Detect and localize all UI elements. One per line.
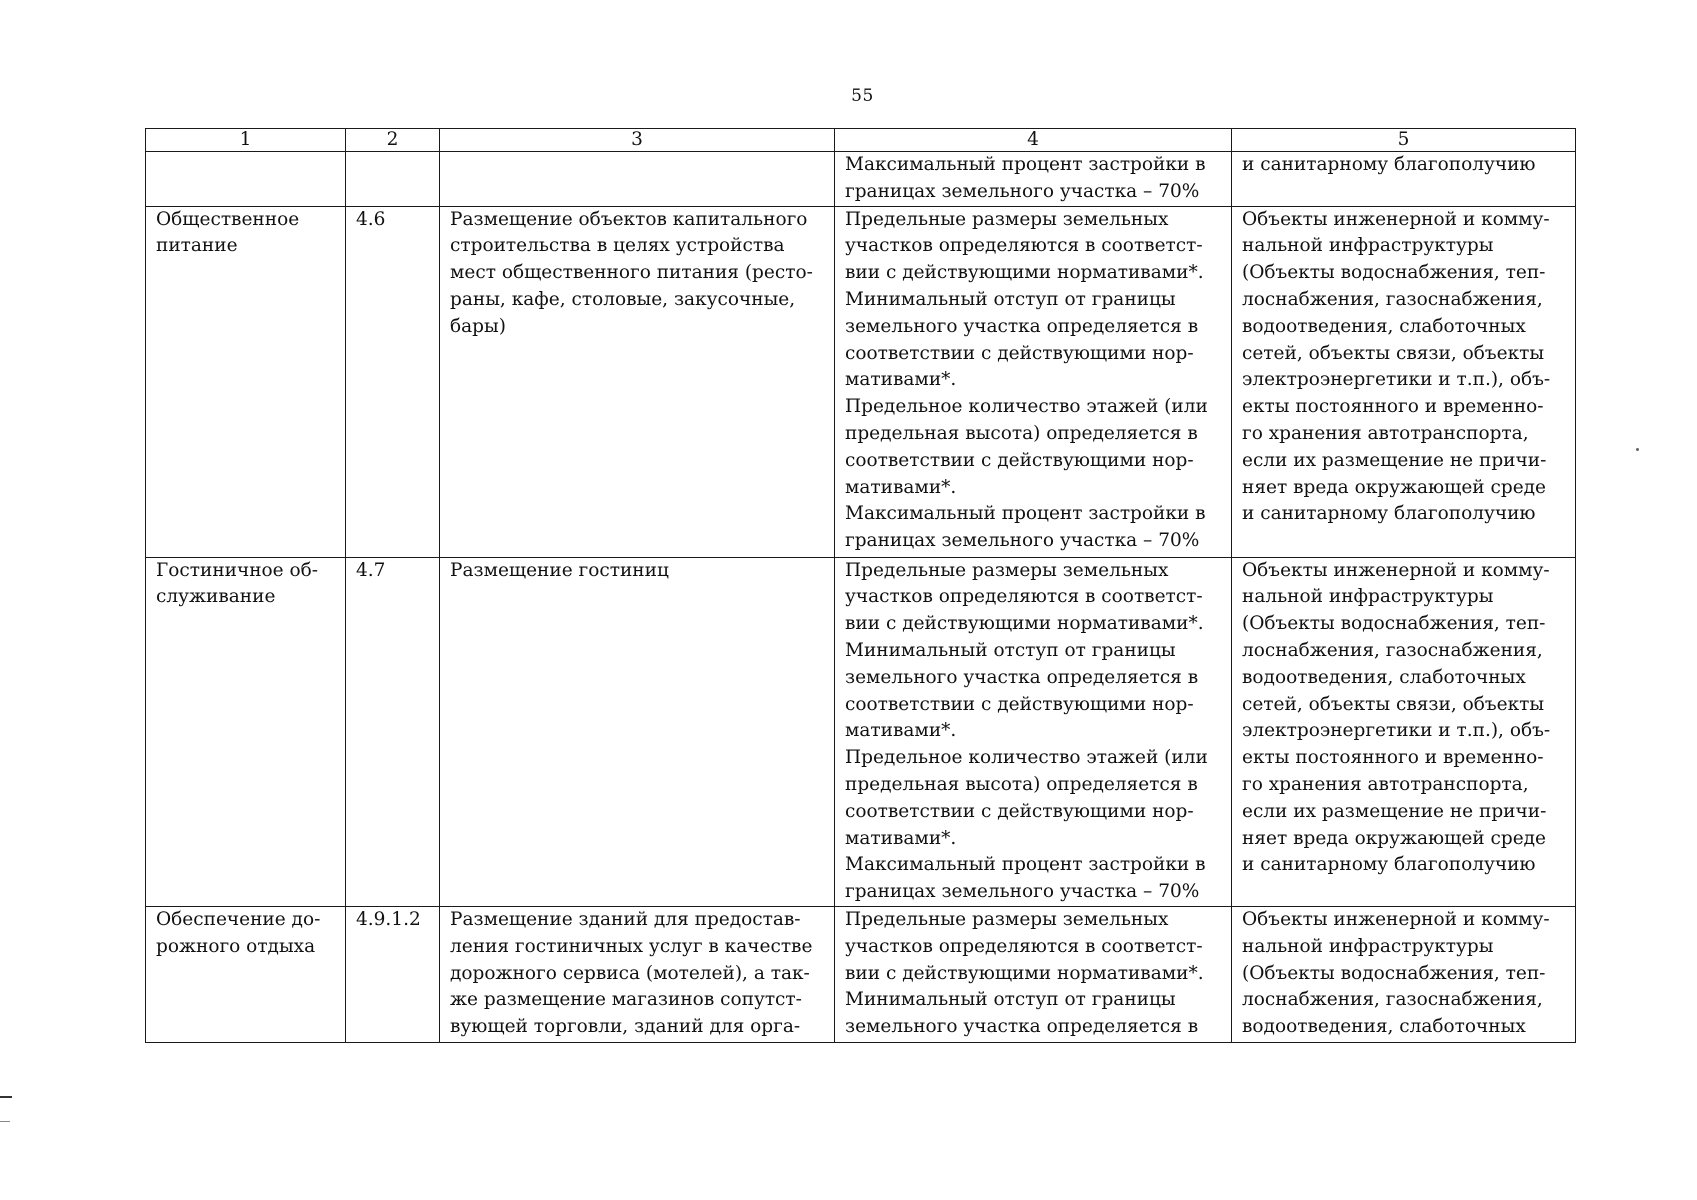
text-line: Гостиничное об- xyxy=(156,559,319,581)
header-col-4: 4 xyxy=(835,129,1232,152)
text-line: нальной инфраструктуры xyxy=(1242,935,1494,957)
text-line: лоснабжения, газоснабжения, xyxy=(1242,639,1543,661)
text-line: Предельные размеры земельных xyxy=(845,559,1169,581)
text-line: няет вреда окружающей среде xyxy=(1242,827,1547,849)
text-line: вии с действующими нормативами*. xyxy=(845,962,1204,984)
text-line: Размещение зданий для предостав- xyxy=(450,908,801,930)
text-line: предельная высота) определяется в xyxy=(845,422,1198,444)
land-use-table xyxy=(145,128,1576,1043)
cell-description xyxy=(440,557,835,906)
cell-auxiliary-uses xyxy=(1232,152,1576,207)
text-line: мативами*. xyxy=(845,369,957,391)
header-col-2: 2 xyxy=(346,129,440,152)
cell-code xyxy=(346,906,440,1042)
text-line: водоотведения, слаботочных xyxy=(1242,315,1526,337)
text-line: екты постоянного и временно- xyxy=(1242,747,1544,769)
text-line: Максимальный процент застройки в xyxy=(845,503,1206,525)
text-line: границах земельного участка – 70% xyxy=(845,530,1200,552)
cell-parameters xyxy=(835,906,1232,1042)
text-line: Минимальный отступ от границы xyxy=(845,288,1176,310)
text-line: земельного участка определяется в xyxy=(845,1016,1199,1038)
header-row xyxy=(146,129,1576,152)
text-line: Общественное xyxy=(156,208,300,230)
text-line: строительства в целях устройства xyxy=(450,235,785,257)
text-line: водоотведения, слаботочных xyxy=(1242,1016,1526,1038)
text-line: же размещение магазинов сопутст- xyxy=(450,989,802,1011)
text-line: участков определяются в соответст- xyxy=(845,935,1203,957)
text-line: предельная высота) определяется в xyxy=(845,773,1198,795)
text-line: соответствии с действующими нор- xyxy=(845,342,1194,364)
table-row-public-catering xyxy=(146,206,1576,557)
text-line: Минимальный отступ от границы xyxy=(845,639,1176,661)
text-line: вующей торговли, зданий для орга- xyxy=(450,1016,801,1038)
land-use-table-container xyxy=(145,128,1575,1043)
cell-code xyxy=(346,152,440,207)
text-line: (Объекты водоснабжения, теп- xyxy=(1242,613,1546,635)
text-line: и санитарному благополучию xyxy=(1242,503,1536,525)
text-line: электроэнергетики и т.п.), объ- xyxy=(1242,369,1551,391)
text-line: Объекты инженерной и комму- xyxy=(1242,559,1550,581)
text-line: лоснабжения, газоснабжения, xyxy=(1242,989,1543,1011)
text-line: раны, кафе, столовые, закусочные, xyxy=(450,288,796,310)
table-row-road-rest xyxy=(146,906,1576,1042)
text-line: соответствии с действующими нор- xyxy=(845,800,1194,822)
cell-code xyxy=(346,557,440,906)
text-line: участков определяются в соответст- xyxy=(845,235,1203,257)
text-line: мест общественного питания (ресто- xyxy=(450,262,813,284)
scan-edge-mark xyxy=(0,1121,10,1122)
table-row-hotel-services xyxy=(146,557,1576,906)
cell-auxiliary-uses xyxy=(1232,557,1576,906)
text-line: го хранения автотранспорта, xyxy=(1242,422,1529,444)
text-line: 4.7 xyxy=(356,559,386,581)
text-line: соответствии с действующими нор- xyxy=(845,693,1194,715)
text-line: (Объекты водоснабжения, теп- xyxy=(1242,262,1546,284)
cell-parameters xyxy=(835,152,1232,207)
cell-use-type xyxy=(146,557,346,906)
text-line: участков определяются в соответст- xyxy=(845,586,1203,608)
text-line: электроэнергетики и т.п.), объ- xyxy=(1242,720,1551,742)
header-col-1: 1 xyxy=(146,129,346,152)
text-line: сетей, объекты связи, объекты xyxy=(1242,342,1545,364)
text-line: если их размещение не причи- xyxy=(1242,800,1547,822)
text-line: земельного участка определяется в xyxy=(845,315,1199,337)
text-line: водоотведения, слаботочных xyxy=(1242,666,1526,688)
text-line: Предельные размеры земельных xyxy=(845,908,1169,930)
text-line: нальной инфраструктуры xyxy=(1242,235,1494,257)
text-line: бары) xyxy=(450,315,506,337)
text-line: если их размещение не причи- xyxy=(1242,449,1547,471)
text-line: Максимальный процент застройки в xyxy=(845,154,1206,175)
text-line: дорожного сервиса (мотелей), а так- xyxy=(450,962,810,984)
cell-description xyxy=(440,206,835,557)
scan-edge-mark xyxy=(0,1096,12,1098)
cell-code xyxy=(346,206,440,557)
text-line: го хранения автотранспорта, xyxy=(1242,773,1529,795)
text-line: питание xyxy=(156,235,238,257)
text-line: вии с действующими нормативами*. xyxy=(845,613,1204,635)
cell-parameters xyxy=(835,206,1232,557)
text-line: вии с действующими нормативами*. xyxy=(845,262,1204,284)
text-line: сетей, объекты связи, объекты xyxy=(1242,693,1545,715)
text-line: мативами*. xyxy=(845,720,957,742)
text-line: Размещение гостиниц xyxy=(450,559,669,581)
cell-parameters xyxy=(835,557,1232,906)
cell-description xyxy=(440,906,835,1042)
text-line: мативами*. xyxy=(845,476,957,498)
text-line: Предельные размеры земельных xyxy=(845,208,1169,230)
text-line: Обеспечение до- xyxy=(156,908,321,930)
cell-use-type xyxy=(146,152,346,207)
cell-auxiliary-uses xyxy=(1232,906,1576,1042)
text-line: 4.6 xyxy=(356,208,386,230)
text-line: (Объекты водоснабжения, теп- xyxy=(1242,962,1546,984)
text-line: 4.9.1.2 xyxy=(356,908,421,930)
text-line: Предельное количество этажей (или xyxy=(845,396,1208,418)
text-line: ления гостиничных услуг в качестве xyxy=(450,935,813,957)
text-line: границах земельного участка – 70% xyxy=(845,180,1200,202)
table-row-continuation xyxy=(146,152,1576,207)
text-line: няет вреда окружающей среде xyxy=(1242,476,1547,498)
cell-description xyxy=(440,152,835,207)
header-col-3: 3 xyxy=(440,129,835,152)
text-line: нальной инфраструктуры xyxy=(1242,586,1494,608)
cell-use-type xyxy=(146,906,346,1042)
text-line: лоснабжения, газоснабжения, xyxy=(1242,288,1543,310)
text-line: Объекты инженерной и комму- xyxy=(1242,208,1550,230)
text-line: границах земельного участка – 70% xyxy=(845,881,1200,903)
text-line: соответствии с действующими нор- xyxy=(845,449,1194,471)
text-line: Размещение объектов капитального xyxy=(450,208,808,230)
text-line: Объекты инженерной и комму- xyxy=(1242,908,1550,930)
scan-dot-mark xyxy=(1636,448,1639,451)
header-col-5: 5 xyxy=(1232,129,1576,152)
text-line: и санитарному благополучию xyxy=(1242,154,1536,175)
cell-auxiliary-uses xyxy=(1232,206,1576,557)
text-line: Минимальный отступ от границы xyxy=(845,989,1176,1011)
text-line: мативами*. xyxy=(845,827,957,849)
text-line: екты постоянного и временно- xyxy=(1242,396,1544,418)
text-line: земельного участка определяется в xyxy=(845,666,1199,688)
page-number: 55 xyxy=(851,86,874,106)
text-line: Максимальный процент застройки в xyxy=(845,854,1206,876)
text-line: Предельное количество этажей (или xyxy=(845,747,1208,769)
text-line: служивание xyxy=(156,586,276,608)
text-line: рожного отдыха xyxy=(156,935,316,957)
cell-use-type xyxy=(146,206,346,557)
text-line: и санитарному благополучию xyxy=(1242,854,1536,876)
